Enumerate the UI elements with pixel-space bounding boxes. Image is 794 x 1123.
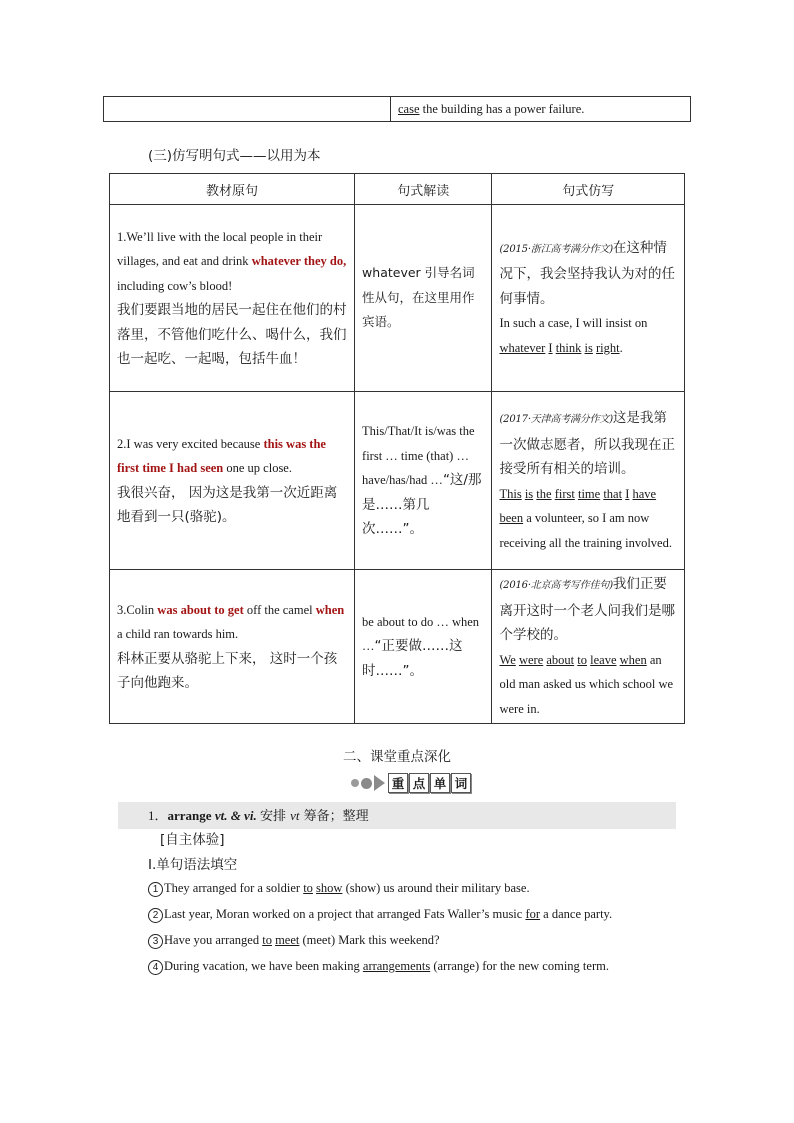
table-row bbox=[110, 570, 685, 724]
cell-original: 3.Colin was about to get off the camel when a child ran towards him. 科林正要从骆驼上下来， 这时一个孩子向他跑来。 bbox=[110, 570, 355, 724]
table-row bbox=[110, 392, 685, 570]
exercise-item: 1 They arranged for a soldier to show (show) us around their military base. bbox=[148, 881, 530, 897]
key-words-badge bbox=[351, 773, 472, 793]
dot-icon bbox=[361, 778, 372, 789]
cell-original: 1.We’ll live with the local people in their villages, and eat and drink whatever they do, including cow’s blood! 我们要跟当地的居民一起住在他们的村落里，不管他们吃什么、喝什么，我们也一起吃、一起喝，包括牛血！ bbox=[110, 205, 355, 392]
top-cell-left bbox=[104, 97, 391, 122]
cell-imitate: (2017·天津高考满分作文)这是我第一次做志愿者，所以我现在正接受所有相关的培训。 This is the first time that I have been a volunteer, so I am now receiving all the training involved. bbox=[492, 392, 685, 570]
cell-explain: be about to do … when …“正要做……这时……”。 bbox=[355, 570, 492, 724]
exercise-item: 3 Have you arranged to meet (meet) Mark this weekend? bbox=[148, 933, 440, 949]
badge-char: 点 bbox=[409, 773, 429, 793]
sentence-table bbox=[109, 173, 685, 724]
badge-char: 重 bbox=[388, 773, 408, 793]
header-original: 教材原句 bbox=[110, 174, 355, 205]
top-table bbox=[103, 96, 691, 122]
word-entry: 1．arrange vt. & vi. 安排 vt 筹备；整理 bbox=[148, 808, 369, 824]
dot-icon bbox=[351, 779, 359, 787]
cell-explain: This/That/It is/was the first … time (that) …have/has/had …“这/那是……第几次……”。 bbox=[355, 392, 492, 570]
cell-original: 2.I was very excited because this was the first time I had seen one up close. 我很兴奋， 因为这是我第一次近距离地看到一只(骆驼)。 bbox=[110, 392, 355, 570]
badge-char: 单 bbox=[430, 773, 450, 793]
header-explain: 句式解读 bbox=[355, 174, 492, 205]
task-title: Ⅰ.单句语法填空 bbox=[148, 857, 238, 873]
exercise-item: 4 During vacation, we have been making arrangements (arrange) for the new coming term. bbox=[148, 959, 609, 975]
header-imitate: 句式仿写 bbox=[492, 174, 685, 205]
badge-char: 词 bbox=[451, 773, 471, 793]
cell-explain: whatever 引导名词性从句，在这里用作宾语。 bbox=[355, 205, 492, 392]
arrow-icon bbox=[374, 775, 385, 791]
top-cell-right: case the building has a power failure. bbox=[391, 97, 691, 122]
exercise-item: 2 Last year, Moran worked on a project that arranged Fats Waller’s music for a dance party. bbox=[148, 907, 612, 923]
cell-imitate: (2015·浙江高考满分作文)在这种情况下，我会坚持我认为对的任何事情。 In such a case, I will insist on whatever I think is right. bbox=[492, 205, 685, 392]
section-heading: (三)仿写明句式——以用为本 bbox=[148, 148, 321, 164]
part2-title: 二、课堂重点深化 bbox=[343, 749, 451, 765]
self-experience-label: [自主体验] bbox=[160, 832, 225, 848]
table-row bbox=[110, 205, 685, 392]
cell-imitate: (2016·北京高考写作佳句)我们正要离开这时一个老人问我们是哪个学校的。 We were about to leave when an old man asked us which school we were in. bbox=[492, 570, 685, 724]
table-header-row bbox=[110, 174, 685, 205]
